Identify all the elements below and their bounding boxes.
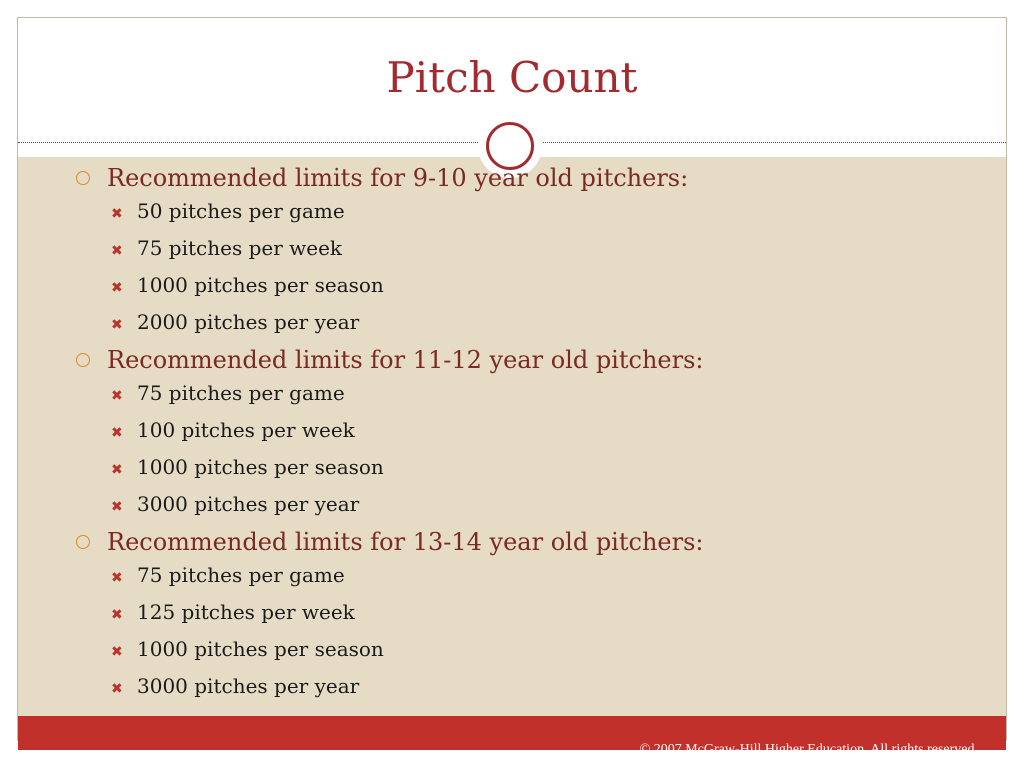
limit-text: 3000 pitches per year — [137, 492, 360, 516]
frame-right-border — [1006, 17, 1007, 741]
limit-text: 1000 pitches per season — [137, 637, 384, 661]
frame-top-border — [17, 17, 1007, 18]
x-mark-icon: ✖ — [111, 243, 123, 259]
x-mark-icon: ✖ — [111, 681, 123, 697]
limit-item — [0, 271, 1000, 308]
limit-item — [0, 561, 1000, 598]
limit-text: 3000 pitches per year — [137, 674, 360, 698]
x-mark-icon: ✖ — [111, 206, 123, 222]
x-mark-icon: ✖ — [111, 607, 123, 623]
limit-item — [0, 416, 1000, 453]
limit-text: 1000 pitches per season — [137, 455, 384, 479]
limit-item — [0, 635, 1000, 672]
group-heading: Recommended limits for 11-12 year old pitchers: — [107, 346, 704, 374]
limit-item — [0, 234, 1000, 271]
copyright-notice: © 2007 McGraw-Hill Higher Education. All rights reserved. — [639, 742, 978, 757]
x-mark-icon: ✖ — [111, 317, 123, 333]
group-heading-row — [0, 163, 1000, 193]
group-heading-row — [0, 345, 1000, 375]
limit-list — [0, 197, 1000, 345]
limit-text: 75 pitches per week — [137, 236, 343, 260]
limit-list — [0, 379, 1000, 527]
limit-list — [0, 561, 1000, 709]
limit-item — [0, 598, 1000, 635]
limit-text: 1000 pitches per season — [137, 273, 384, 297]
limit-item — [0, 490, 1000, 527]
hollow-circle-icon — [76, 535, 90, 549]
bullet-list — [0, 163, 1000, 709]
group-heading: Recommended limits for 9-10 year old pitchers: — [107, 164, 689, 192]
limit-item — [0, 197, 1000, 234]
limit-group — [0, 527, 1000, 709]
limit-item — [0, 379, 1000, 416]
x-mark-icon: ✖ — [111, 499, 123, 515]
limit-text: 2000 pitches per year — [137, 310, 360, 334]
x-mark-icon: ✖ — [111, 644, 123, 660]
limit-group — [0, 163, 1000, 345]
limit-text: 75 pitches per game — [137, 563, 345, 587]
limit-item — [0, 672, 1000, 709]
hollow-circle-icon — [76, 171, 90, 185]
x-mark-icon: ✖ — [111, 388, 123, 404]
x-mark-icon: ✖ — [111, 570, 123, 586]
x-mark-icon: ✖ — [111, 280, 123, 296]
limit-item — [0, 453, 1000, 490]
limit-item — [0, 308, 1000, 345]
group-heading-row — [0, 527, 1000, 557]
limit-text: 100 pitches per week — [137, 418, 355, 442]
limit-group — [0, 345, 1000, 527]
limit-text: 125 pitches per week — [137, 600, 355, 624]
x-mark-icon: ✖ — [111, 425, 123, 441]
limit-text: 75 pitches per game — [137, 381, 345, 405]
group-heading: Recommended limits for 13-14 year old pitchers: — [107, 528, 704, 556]
x-mark-icon: ✖ — [111, 462, 123, 478]
hollow-circle-icon — [76, 353, 90, 367]
slide-title: Pitch Count — [386, 53, 638, 102]
limit-text: 50 pitches per game — [137, 199, 345, 223]
